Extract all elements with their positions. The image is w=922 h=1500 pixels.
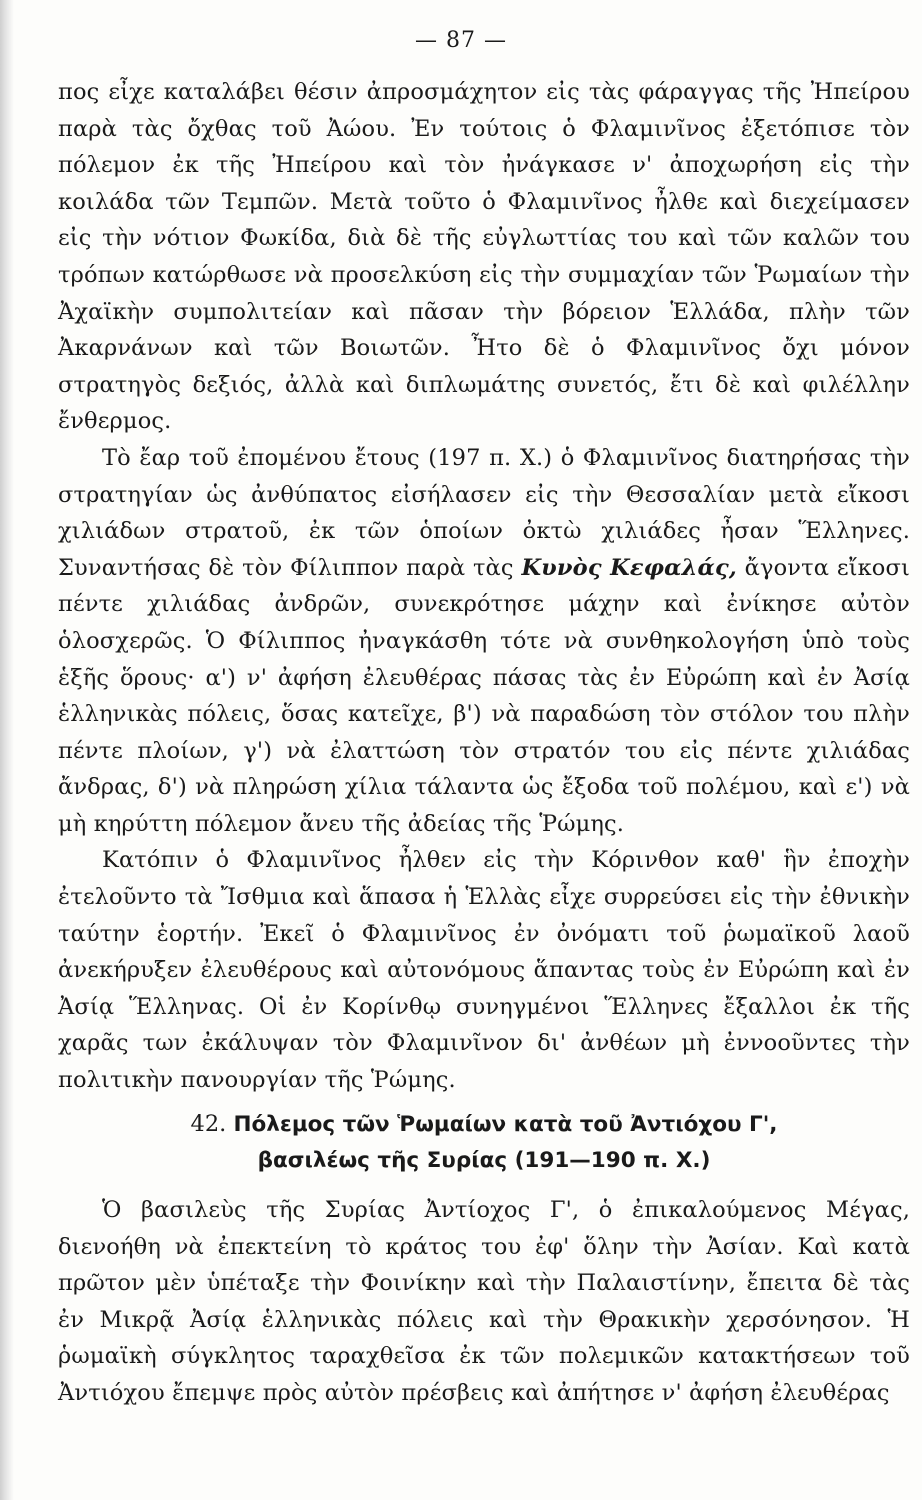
section-subtitle: βασιλέως τῆς Συρίας (191—190 π. Χ.) [257, 1148, 711, 1173]
paragraph-isthmian-games: Κατόπιν ὁ Φλαμινῖνος ἦλθεν εἰς τὴν Κόρινθον καθ' ἣν ἐποχὴν ἐτελοῦντο τὰ Ἴσθμια καὶ ἅπασα ἡ Ἑλλὰς εἶχε συρρεύσει εἰς τὴν ἐθνικὴν ταύτην ἑορτήν. Ἐκεῖ ὁ Φλαμινῖνος ἐν ὀνόματι τοῦ ῥωμαϊκοῦ λαοῦ ἀνεκήρυξεν ἐλευθέρους καὶ αὐτονόμους ἅπαντας τοὺς ἐν Εὐρώπη καὶ ἐν Ἀσίᾳ Ἕλληνας. Οἱ ἐν Κορίνθῳ συνηγμένοι Ἕλληνες ἔξαλλοι ἐκ τῆς χαρᾶς των ἐκάλυψαν τὸν Φλαμινῖνον δι' ἀνθέων μὴ ἐννοοῦντες τὴν πολιτικὴν πανουργίαν τῆς Ῥώμης. [58, 847, 910, 1094]
section-title: Πόλεμος τῶν Ῥωμαίων κατὰ τοῦ Ἀντιόχου Γ', [233, 1112, 778, 1137]
section-number: 42. [190, 1111, 227, 1137]
section-heading [58, 1106, 910, 1179]
page-number: — 87 — [415, 28, 507, 53]
main-text-section-2 [58, 1192, 910, 1412]
main-text-section-1 [58, 74, 910, 1099]
emphasized-place-name: Κυνὸς Κεφαλάς, [521, 554, 737, 581]
paragraph-antiochus: Ὁ βασιλεὺς τῆς Συρίας Ἀντίοχος Γ', ὁ ἐπικαλούμενος Μέγας, διενοήθη νὰ ἐπεκτείνη τὸ κράτος του ἐφ' ὅλην τὴν Ἀσίαν. Καὶ κατὰ πρῶτον μὲν ὑπέταξε τὴν Φοινίκην καὶ τὴν Παλαιστίνην, ἔπειτα δὲ τὰς ἐν Μικρᾷ Ἀσίᾳ ἑλληνικὰς πόλεις καὶ τὴν Θρακικὴν χερσόνησον. Ἡ ῥωμαϊκὴ σύγκλητος ταραχθεῖσα ἐκ τῶν πολεμικῶν κατακτήσεων τοῦ Ἀντιόχου ἔπεμψε πρὸς αὐτὸν πρέσβεις καὶ ἀπήτησε ν' ἀφήση ἐλευθέρας [58, 1197, 910, 1406]
paragraph-text: Τὸ ἔαρ τοῦ ἐπομένου ἔτους (197 π. Χ.) ὁ Φλαμινῖνος διατηρήσας τὴν στρατηγίαν ὡς ἀνθύπατος εἰσήλασεν εἰς τὴν Θεσσαλίαν μετὰ εἴκοσι χιλιάδων στρατοῦ, ἐκ τῶν ὁποίων ὀκτὼ χιλιάδες ἦσαν Ἕλληνες. Συναντήσας δὲ τὸν Φίλιππον παρὰ τὰς [58, 444, 910, 581]
paragraph-continuation: πος εἶχε καταλάβει θέσιν ἀπροσμάχητον εἰς τὰς φάραγγας τῆς Ἠπείρου παρὰ τὰς ὄχθας τοῦ Ἀώου. Ἐν τούτοις ὁ Φλαμινῖνος ἐξετόπισε τὸν πόλεμον ἐκ τῆς Ἠπείρου καὶ τὸν ἠνάγκασε ν' ἀποχωρήση εἰς τὴν κοιλάδα τῶν Τεμπῶν. Μετὰ τοῦτο ὁ Φλαμινῖνος ἦλθε καὶ διεχείμασεν εἰς τὴν νότιον Φωκίδα, διὰ δὲ τῆς εὐγλωττίας του καὶ τῶν καλῶν του τρόπων κατώρθωσε νὰ προσελκύση εἰς τὴν συμμαχίαν τῶν Ῥωμαίων τὴν Ἀχαϊκὴν συμπολιτείαν καὶ πᾶσαν τὴν βόρειον Ἑλλάδα, πλὴν τῶν Ἀκαρνάνων καὶ τῶν Βοιωτῶν. Ἦτο δὲ ὁ Φλαμινῖνος ὄχι μόνον στρατηγὸς δεξιός, ἀλλὰ καὶ διπλωμάτης συνετός, ἔτι δὲ καὶ φιλέλλην ἔνθερμος. [58, 79, 910, 435]
paragraph-battle-cynoscephalae [58, 440, 910, 843]
paragraph-text: ἄγοντα εἴκοσι πέντε χιλιάδας ἀνδρῶν, συνεκρότησε μάχην καὶ ἐνίκησε αὐτὸν ὁλοσχερῶς. Ὁ Φίλιππος ἠναγκάσθη τότε νὰ συνθηκολογήση ὑπὸ τοὺς ἑξῆς ὅρους· α') ν' ἀφήση ἐλευθέρας πάσας τὰς ἐν Εὐρώπη καὶ ἐν Ἀσίᾳ ἑλληνικὰς πόλεις, ὅσας κατεῖχε, β') νὰ παραδώση τὸν στόλον του πλὴν πέντε πλοίων, γ') νὰ ἐλαττώση τὸν στρατόν του εἰς πέντε χιλιάδας ἄνδρας, δ') νὰ πληρώση χίλια τάλαντα ὡς ἔξοδα τοῦ πολέμου, καὶ ε') νὰ μὴ κηρύττη πόλεμον ἄνευ τῆς ἀδείας τῆς Ῥώμης. [58, 554, 910, 837]
heading-line-1 [58, 1106, 910, 1143]
binding-edge [0, 0, 14, 1500]
